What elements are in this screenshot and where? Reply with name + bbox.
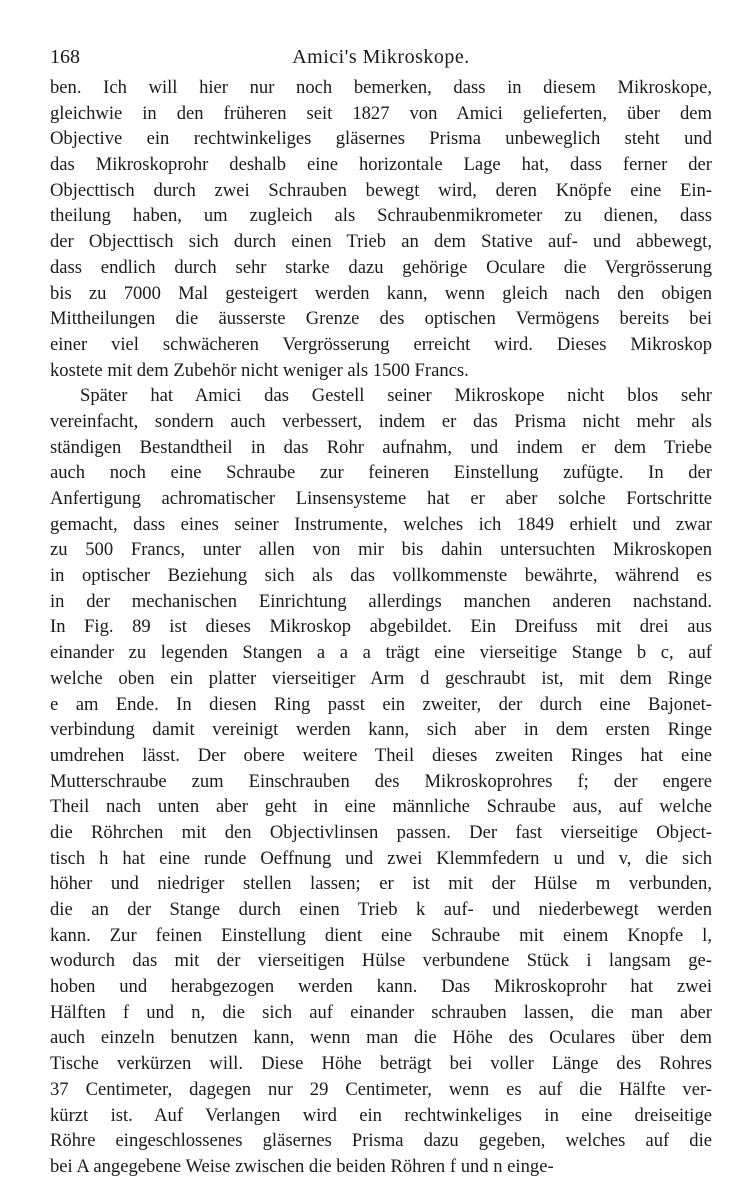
text-line: ben. Ich will hier nur noch bemerken, dass in diesem Mikroskope, [50, 77, 712, 98]
text-line: vereinfacht, sondern auch verbessert, indem er das Prisma nicht mehr als [50, 410, 712, 432]
text-line: e am Ende. In diesen Ring passt ein zweiter, der durch eine Bajonet- [50, 693, 712, 715]
text-line: einander zu legenden Stangen a a a trägt eine vierseitige Stange b c, auf [50, 642, 712, 664]
text-line: Theil nach unten aber geht in eine männliche Schraube aus, auf welche [50, 796, 712, 818]
text-line: 37 Centimeter, dagegen nur 29 Centimeter, wenn es auf die Hälfte ver- [50, 1078, 712, 1100]
text-line: Hälften f und n, die sich auf einander schrauben lassen, die man aber [50, 1001, 712, 1023]
text-line: hoben und herabgezogen werden kann. Das Mikroskoprohr hat zwei [50, 976, 712, 998]
text-line: In Fig. 89 ist dieses Mikroskop abgebildet. Ein Dreifuss mit drei aus [50, 616, 712, 638]
text-line: auch einzeln benutzen kann, wenn man die Höhe des Oculares über dem [50, 1027, 712, 1049]
text-line: die Röhrchen mit den Objectivlinsen passen. Der fast vierseitige Object- [50, 821, 712, 843]
text-line: Mittheilungen die äusserste Grenze des optischen Vermögens bereits bei [50, 308, 712, 330]
text-line: Mutterschraube zum Einschrauben des Mikroskoprohres f; der engere [50, 770, 712, 792]
text-line: Objective ein rechtwinkeliges gläsernes Prisma unbeweglich steht und [50, 128, 712, 150]
page-number: 168 [50, 46, 80, 68]
body-text [50, 75, 712, 1180]
text-line: höher und niedriger stellen lassen; er ist mit der Hülse m verbunden, [50, 873, 712, 895]
running-title: Amici's Mikroskope. [292, 46, 470, 68]
text-line: der Objecttisch sich durch einen Trieb an dem Stative auf- und abbewegt, [50, 231, 712, 253]
text-line: gemacht, dass eines seiner Instrumente, welches ich 1849 erhielt und zwar [50, 513, 712, 535]
text-line: kann. Zur feinen Einstellung dient eine Schraube mit einem Knopfe l, [50, 924, 712, 946]
text-line: auch noch eine Schraube zur feineren Einstellung zufügte. In der [50, 462, 712, 484]
text-line: in optischer Beziehung sich als das vollkommenste bewährte, während es [50, 565, 712, 587]
text-line: theilung haben, um zugleich als Schraubenmikrometer zu dienen, dass [50, 205, 712, 227]
text-line: zu 500 Francs, unter allen von mir bis dahin untersuchten Mikroskopen [50, 539, 712, 561]
text-line: verbindung damit vereinigt werden kann, sich aber in dem ersten Ringe [50, 719, 712, 741]
text-line: gleichwie in den früheren seit 1827 von Amici gelieferten, über dem [50, 102, 712, 124]
text-line: in der mechanischen Einrichtung allerdings manchen anderen nachstand. [50, 590, 712, 612]
text-line: die an der Stange durch einen Trieb k auf- und niederbewegt werden [50, 899, 712, 920]
text-line: umdrehen lässt. Der obere weitere Theil dieses zweiten Ringes hat eine [50, 744, 712, 766]
page-header [50, 46, 712, 72]
text-line: Objecttisch durch zwei Schrauben bewegt wird, deren Knöpfe eine Ein- [50, 179, 712, 201]
text-line: tisch h hat eine runde Oeffnung und zwei Klemmfedern u und v, die sich [50, 847, 712, 869]
text-line: das Mikroskoprohr deshalb eine horizontale Lage hat, dass ferner der [50, 154, 712, 176]
text-line: wodurch das mit der vierseitigen Hülse verbundene Stück i langsam ge- [50, 950, 712, 972]
text-line: Später hat Amici das Gestell seiner Mikroskope nicht blos sehr [80, 385, 712, 407]
text-line: ständigen Bestandtheil in das Rohr aufnahm, und indem er dem Triebe [50, 436, 712, 458]
text-line: Tische verkürzen will. Diese Höhe beträgt bei voller Länge des Rohres [50, 1053, 712, 1075]
text-line: Anfertigung achromatischer Linsensysteme hat er aber solche Fortschritte [50, 488, 712, 509]
text-line: einer viel schwächeren Vergrösserung erreicht wird. Dieses Mikroskop [50, 333, 712, 355]
text-line: bis zu 7000 Mal gesteigert werden kann, wenn gleich nach den obigen [50, 282, 712, 304]
text-line: Röhre eingeschlossenes gläsernes Prisma dazu gegeben, welches auf die [50, 1130, 712, 1152]
text-line: kostete mit dem Zubehör nicht weniger als 1500 Francs. [50, 359, 469, 381]
text-line: kürzt ist. Auf Verlangen wird ein rechtwinkeliges in eine dreiseitige [50, 1104, 712, 1126]
text-line: bei A angegebene Weise zwischen die beiden Röhren f und n einge- [50, 1155, 554, 1177]
text-line: dass endlich durch sehr starke dazu gehörige Oculare die Vergrösserung [50, 256, 712, 278]
text-line: welche oben ein platter vierseitiger Arm d geschraubt ist, mit dem Ringe [50, 667, 712, 689]
